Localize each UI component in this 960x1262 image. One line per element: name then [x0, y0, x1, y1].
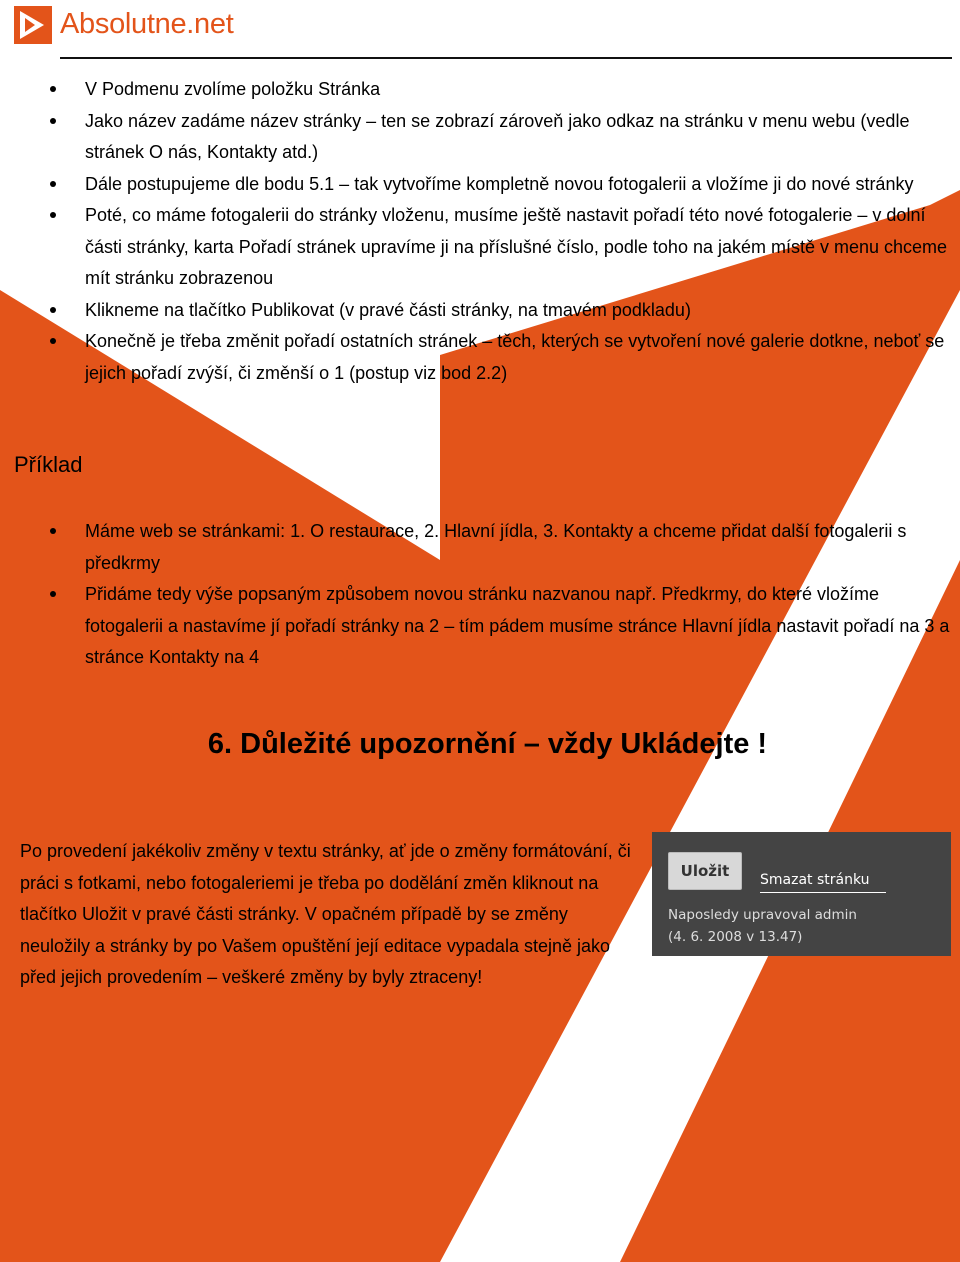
- notice-paragraph: Po provedení jakékoliv změny v textu stránky, ať jde o změny formátování, či práci s fotkami, nebo fotogaleriemi je třeba po dodělání změn kliknout na tlačítko Uložit v pravé části stránky. V opačném případě by se změny neuložily a stránky by po Vašem opuštění její editace vypadala stejně jako před jejich provedením – veškeré změny by byly ztraceny!: [20, 841, 631, 987]
- list-item: Klikneme na tlačítko Publikovat (v pravé části stránky, na tmavém podkladu): [0, 295, 960, 327]
- example-list: [0, 516, 960, 674]
- publish-panel: [652, 832, 951, 956]
- delete-link-underline: [760, 892, 886, 893]
- absolutne-logo-icon: [14, 6, 52, 44]
- steps-list: [0, 74, 960, 389]
- last-edited-date: (4. 6. 2008 v 13.47): [668, 929, 803, 945]
- section-heading: 6. Důležité upozornění – vždy Ukládejte !: [207, 728, 768, 760]
- save-button[interactable]: Uložit: [668, 852, 742, 890]
- list-item: Jako název zadáme název stránky – ten se zobrazí zároveň jako odkaz na stránku v menu webu (vedle stránek O nás, Kontakty atd.): [0, 106, 960, 169]
- header-divider: [60, 57, 952, 59]
- list-item: Přidáme tedy výše popsaným způsobem novou stránku nazvanou např. Předkrmy, do které vložíme fotogalerii a nastavíme jí pořadí stránky na 2 – tím pádem musíme stránce Hlavní jídla nastavit pořadí na 3 a stránce Kontakty na 4: [0, 579, 960, 674]
- list-item: Dále postupujeme dle bodu 5.1 – tak vytvoříme kompletně novou fotogalerii a vložíme ji do nové stránky: [0, 169, 960, 201]
- list-item: Máme web se stránkami: 1. O restaurace, 2. Hlavní jídla, 3. Kontakty a chceme přidat další fotogalerii s předkrmy: [0, 516, 960, 579]
- list-item: V Podmenu zvolíme položku Stránka: [0, 74, 960, 106]
- last-edited-by: Naposledy upravoval admin: [668, 907, 857, 923]
- delete-page-link[interactable]: Smazat stránku: [760, 872, 870, 888]
- last-edited-info: [668, 904, 938, 948]
- brand-name: Absolutne.net: [60, 8, 234, 40]
- list-item: Poté, co máme fotogalerii do stránky vloženu, musíme ještě nastavit pořadí této nové fotogalerie – v dolní části stránky, karta Pořadí stránek upravíme ji na příslušné číslo, podle toho na jakém místě v menu chceme mít stránku zobrazenou: [0, 200, 960, 295]
- list-item: Konečně je třeba změnit pořadí ostatních stránek – těch, kterých se vytvoření nové galerie dotkne, neboť se jejich pořadí zvýší, či změnší o 1 (postup viz bod 2.2): [0, 326, 960, 389]
- example-heading: Příklad: [14, 452, 83, 477]
